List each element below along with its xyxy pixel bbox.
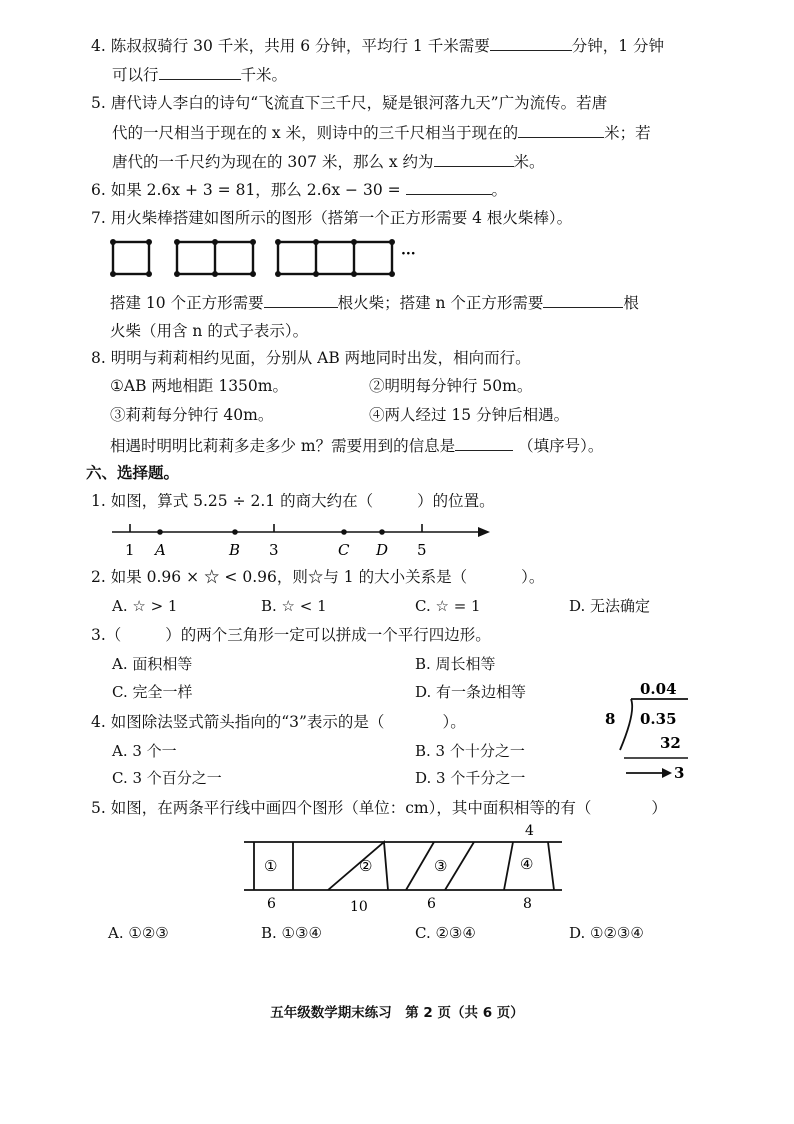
question-4-line-1 [91, 34, 664, 57]
figure-top-label: 4 [525, 823, 534, 839]
question-5-line-2 [112, 121, 651, 144]
c4-option-c[interactable]: C. 3 个百分之一 [112, 769, 222, 787]
nl-label-C: C [338, 541, 350, 559]
c4-text: 4. 如图除法竖式箭头指向的“3”表示的是（ [91, 713, 385, 731]
matchstick-figure [108, 236, 418, 280]
q4-text-3: 千米。 [240, 66, 288, 84]
bottom-label-8: 8 [523, 896, 532, 912]
choice-4-stem [91, 711, 466, 733]
q5-text: 代的一尺相当于现在的 x 米，则诗中的三千尺相当于现在的 [112, 124, 519, 142]
q5-text-3: 唐代的一千尺约为现在的 307 米，那么 x 约为 [112, 153, 434, 171]
shape-2-triangle [328, 842, 388, 890]
q7-text-3: 根 [623, 294, 639, 312]
q8-text-2: （填序号）。 [518, 437, 604, 455]
c3-text: 3.（ [91, 626, 122, 644]
shape-label-1: ① [264, 857, 278, 875]
nl-label-5: 5 [417, 541, 427, 559]
choice-5-stem [91, 797, 667, 819]
c2-option-c[interactable]: C. ☆ = 1 [415, 597, 481, 615]
division-figure [598, 678, 698, 788]
q8-text: 相遇时明明比莉莉多走多少 m？需要用到的信息是 [110, 437, 456, 455]
number-line [110, 518, 500, 560]
division-divisor: 8 [605, 710, 616, 728]
c5-option-c[interactable]: C. ②③④ [415, 924, 476, 942]
nl-label-A: A [155, 541, 166, 559]
c4-option-a[interactable]: A. 3 个一 [112, 742, 177, 760]
matchstick-ellipsis: ··· [401, 246, 416, 262]
question-6 [91, 178, 507, 201]
bottom-label-6a: 6 [267, 896, 276, 912]
q8-blank[interactable] [455, 434, 513, 451]
c2-text-2: ）。 [521, 568, 545, 586]
division-remainder: 3 [674, 764, 685, 782]
c2-option-a[interactable]: A. ☆ > 1 [112, 597, 178, 615]
q5-blank-2[interactable] [434, 150, 514, 167]
parallel-lines-figure [240, 818, 570, 918]
nl-label-3: 3 [269, 541, 279, 559]
q6-text: 6. 如果 2.6x + 3 = 81，那么 2.6x − 30 = [91, 181, 401, 199]
choice-1-stem [91, 490, 495, 512]
q6-blank[interactable] [406, 178, 492, 195]
q7-blank-2[interactable] [543, 291, 623, 308]
question-5-line-3 [112, 150, 545, 173]
question-7-line-2 [110, 291, 639, 314]
q7-blank-1[interactable] [264, 291, 338, 308]
q6-text-2: 。 [491, 181, 508, 199]
c5-option-a[interactable]: A. ①②③ [108, 924, 169, 942]
c2-option-b[interactable]: B. ☆ < 1 [261, 597, 327, 615]
c2-option-d[interactable]: D. 无法确定 [569, 597, 651, 615]
q5-blank-1[interactable] [518, 121, 604, 138]
page-footer: 五年级数学期末练习 第 2 页（共 6 页） [270, 1005, 524, 1021]
q8-info-3: ③莉莉每分钟行 40m。 [110, 406, 274, 424]
question-7-line-3: 火柴（用含 n 的式子表示）。 [110, 322, 309, 340]
q8-info-2: ②明明每分钟行 50m。 [369, 377, 533, 395]
c1-text-2: ）的位置。 [417, 492, 495, 510]
choice-2-stem [91, 566, 544, 588]
nl-label-B: B [229, 541, 241, 559]
q4-text: 4. 陈叔叔骑行 30 千米，共用 6 分钟，平均行 1 千米需要 [91, 37, 490, 55]
number-line-arrow-icon [478, 527, 490, 537]
c3-option-d[interactable]: D. 有一条边相等 [415, 683, 527, 701]
shape-label-3: ③ [434, 857, 448, 875]
q5-text-2: 米；若 [604, 124, 651, 142]
division-product: 32 [660, 734, 681, 752]
c4-option-d[interactable]: D. 3 个千分之一 [415, 769, 526, 787]
c4-option-b[interactable]: B. 3 个十分之一 [415, 742, 525, 760]
c4-text-2: ）。 [442, 713, 466, 731]
c5-option-b[interactable]: B. ①③④ [261, 924, 322, 942]
c3-option-c[interactable]: C. 完全一样 [112, 683, 193, 701]
c5-text: 5. 如图，在两条平行线中画四个图形（单位：cm），其中面积相等的有（ [91, 799, 592, 817]
question-4-line-2 [112, 63, 287, 86]
matchstick-squares [113, 242, 392, 274]
c2-text: 2. 如果 0.96 × ☆ < 0.96，则☆与 1 的大小关系是（ [91, 568, 468, 586]
choice-3-stem [91, 624, 491, 646]
shape-label-4: ④ [520, 855, 534, 873]
shape-3-parallelogram [445, 842, 474, 890]
c1-text: 1. 如图，算式 5.25 ÷ 2.1 的商大约在（ [91, 492, 374, 510]
section-6-title: 六、选择题。 [86, 463, 180, 482]
shape-4-trapezoid [548, 842, 554, 890]
c5-text-2: ） [651, 799, 667, 817]
c3-option-a[interactable]: A. 面积相等 [112, 655, 193, 673]
q4-text-2: 可以行 [112, 66, 159, 84]
shape-label-2: ② [359, 857, 373, 875]
division-dividend: 0.35 [640, 710, 677, 728]
nl-label-D: D [376, 541, 389, 559]
c5-option-d[interactable]: D. ①②③④ [569, 924, 644, 942]
question-8-line-4 [110, 434, 603, 457]
bottom-label-10: 10 [350, 899, 368, 915]
q4-text-mid: 分钟，1 分钟 [571, 37, 665, 55]
division-quotient: 0.04 [640, 680, 677, 698]
q4-blank-1[interactable] [490, 34, 572, 51]
question-7-line-1: 7. 用火柴棒搭建如图所示的图形（搭第一个正方形需要 4 根火柴棒）。 [91, 209, 573, 227]
q8-info-1: ①AB 两地相距 1350m。 [110, 377, 288, 395]
c3-text-2: ）的两个三角形一定可以拼成一个平行四边形。 [165, 626, 491, 644]
question-5-line-1: 5. 唐代诗人李白的诗句“飞流直下三千尺，疑是银河落九天”广为流传。若唐 [91, 94, 608, 112]
bottom-label-6b: 6 [427, 896, 436, 912]
division-bracket [620, 699, 632, 750]
nl-label-1: 1 [125, 541, 135, 559]
q8-info-4: ④两人经过 15 分钟后相遇。 [369, 406, 570, 424]
c3-option-b[interactable]: B. 周长相等 [415, 655, 496, 673]
q5-text-4: 米。 [513, 153, 545, 171]
q7-text-2: 根火柴；搭建 n 个正方形需要 [337, 294, 544, 312]
q4-blank-2[interactable] [159, 63, 241, 80]
q7-text: 搭建 10 个正方形需要 [110, 294, 264, 312]
question-8-line-1: 8. 明明与莉莉相约见面，分别从 AB 两地同时出发，相向而行。 [91, 349, 531, 367]
